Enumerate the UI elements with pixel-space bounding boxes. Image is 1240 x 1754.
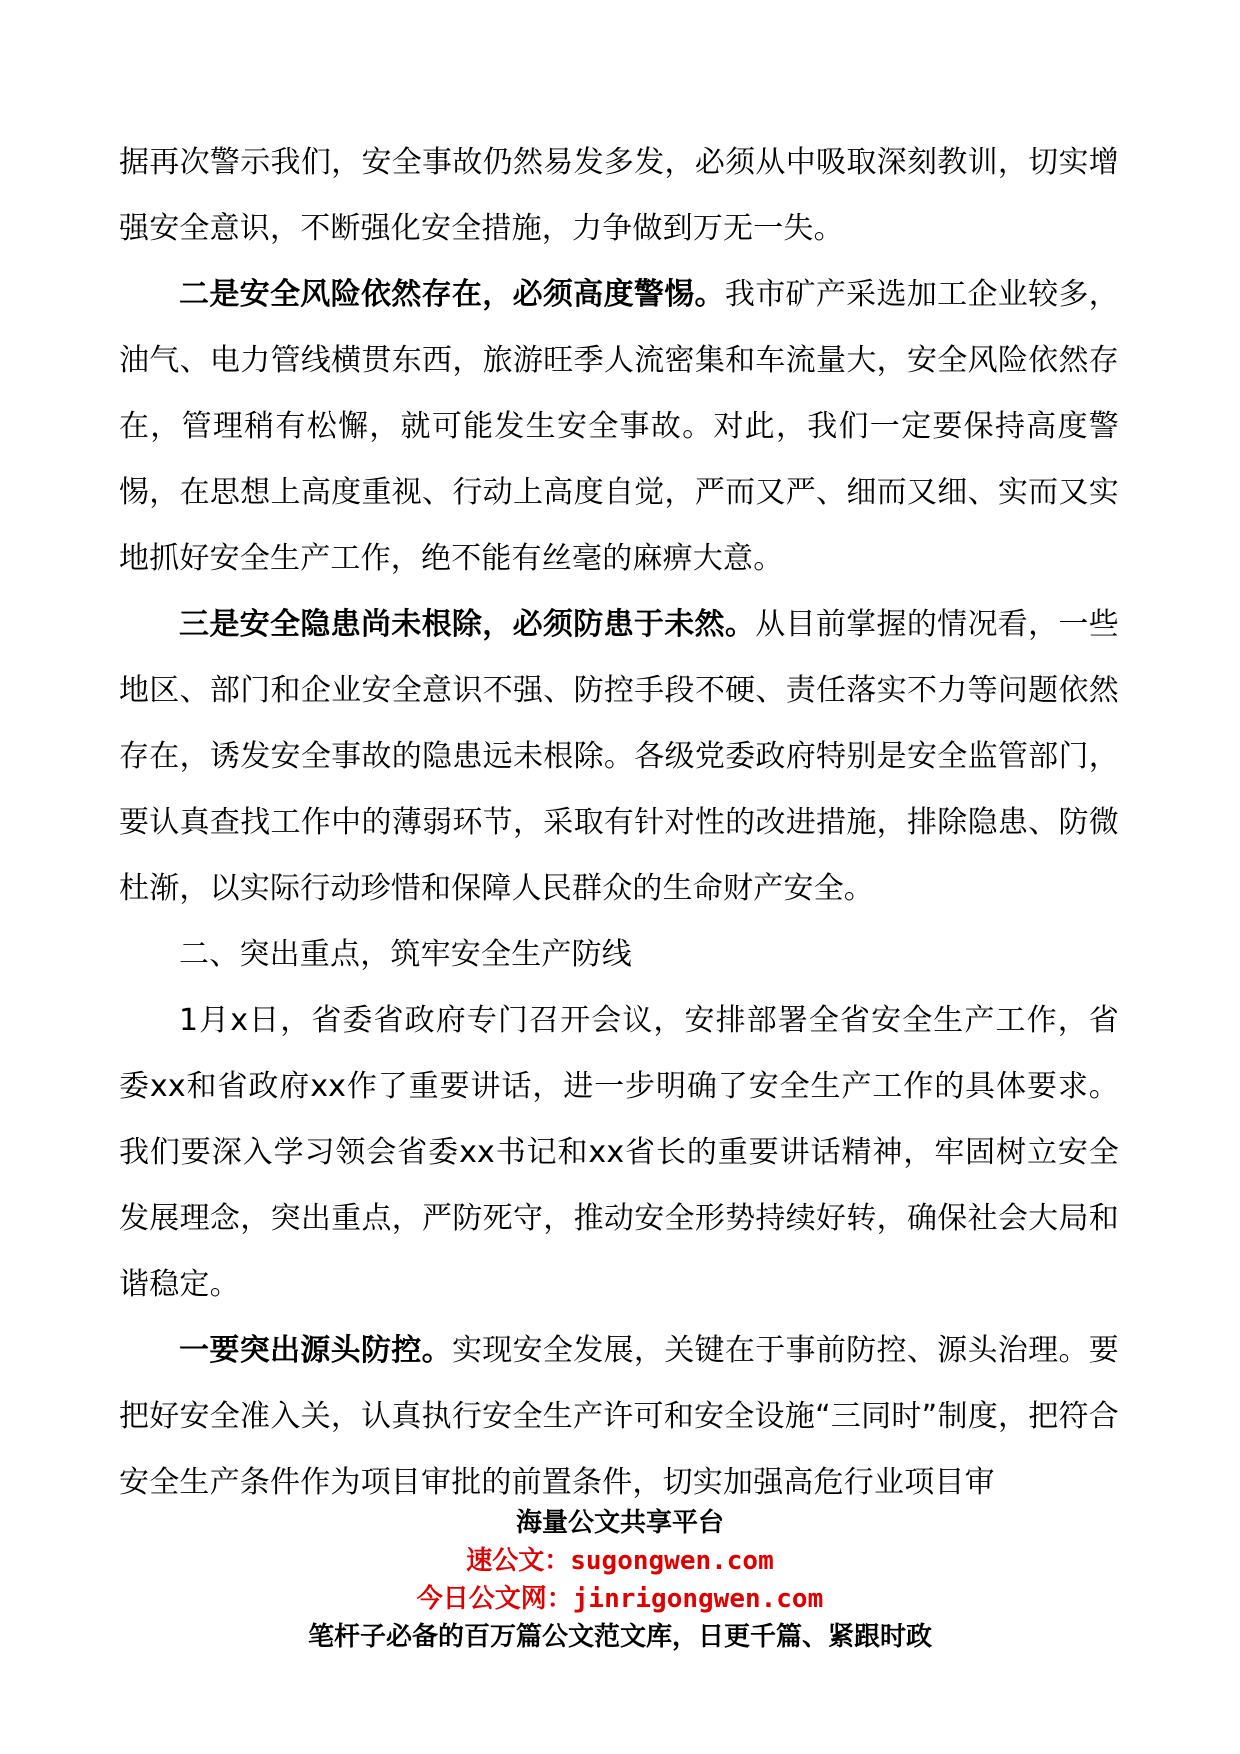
paragraph-5	[119, 1318, 1119, 1516]
document-body	[119, 130, 1119, 1516]
footer-site-2-label: 今日公文网：	[416, 1584, 573, 1614]
paragraph-3-text: 从目前掌握的情况看，一些地区、部门和企业安全意识不强、防控手段不硬、责任落实不力等问题依然存在，诱发安全事故的隐患远未根除。各级党委政府特别是安全监管部门，要认真查找工作中的薄弱环节，采取有针对性的改进措施，排除隐患、防微杜渐，以实际行动珍惜和保障人民群众的生命财产安全。	[119, 607, 1119, 906]
footer-slogan: 笔杆子必备的百万篇公文范文库，日更千篇、紧跟时政	[307, 1622, 932, 1652]
footer-site-1-url[interactable]: sugongwen.com	[570, 1546, 774, 1576]
footer-banner	[0, 1504, 1240, 1656]
paragraph-4	[119, 988, 1119, 1318]
paragraph-2	[119, 262, 1119, 592]
footer-site-2-url[interactable]: jinrigongwen.com	[572, 1584, 824, 1614]
footer-site-1-label: 速公文：	[466, 1546, 571, 1576]
section-heading-2	[119, 922, 1119, 988]
paragraph-2-text: 我市矿产采选加工企业较多，油气、电力管线横贯东西，旅游旺季人流密集和车流量大，安全风险依然存在，管理稍有松懈，就可能发生安全事故。对此，我们一定要保持高度警惕，在思想上高度重视、行动上高度自觉，严而又严、细而又细、实而又实地抓好安全生产工作，绝不能有丝毫的麻痹大意。	[119, 277, 1119, 576]
footer-site-2	[0, 1580, 1240, 1618]
paragraph-3-lead: 三是安全隐患尚未根除，必须防患于未然。	[179, 607, 756, 642]
paragraph-1-text: 据再次警示我们，安全事故仍然易发多发，必须从中吸取深刻教训，切实增强安全意识，不断强化安全措施，力争做到万无一失。	[119, 145, 1119, 246]
footer-platform: 海量公文共享平台	[515, 1508, 724, 1538]
footer-site-1	[0, 1542, 1240, 1580]
section-heading-2-text: 二、突出重点，筑牢安全生产防线	[179, 937, 632, 972]
paragraph-3	[119, 592, 1119, 922]
paragraph-5-text: 实现安全发展，关键在于事前防控、源头治理。要把好安全准入关，认真执行安全生产许可和安全设施“三同时”制度，把符合安全生产条件作为项目审批的前置条件，切实加强高危行业项目审	[119, 1333, 1119, 1500]
paragraph-4-text: 1月x日，省委省政府专门召开会议，安排部署全省安全生产工作，省委xx和省政府xx作了重要讲话，进一步明确了安全生产工作的具体要求。我们要深入学习领会省委xx书记和xx省长的重要讲话精神，牢固树立安全发展理念，突出重点，严防死守，推动安全形势持续好转，确保社会大局和谐稳定。	[119, 1003, 1119, 1302]
paragraph-1	[119, 130, 1119, 262]
paragraph-5-lead: 一要突出源头防控。	[179, 1333, 452, 1368]
paragraph-2-lead: 二是安全风险依然存在，必须高度警惕。	[179, 277, 725, 312]
